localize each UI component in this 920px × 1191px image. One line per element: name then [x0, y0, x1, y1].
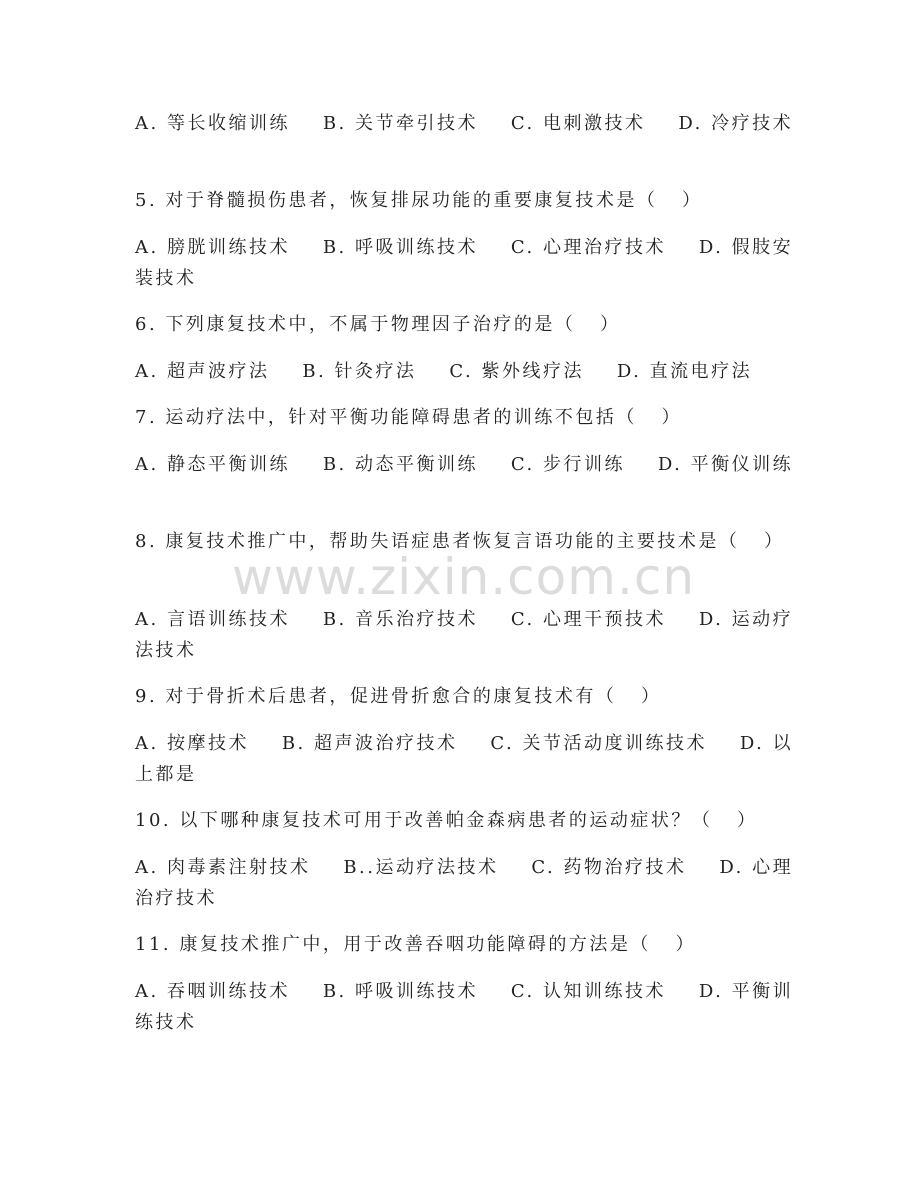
options-q4: A. 等长收缩训练 B. 关节牵引技术 C. 电刺激技术 D. 冷疗技术: [135, 113, 794, 134]
question-10: 10. 以下哪种康复技术可用于改善帕金森病患者的运动症状？（ ）: [135, 810, 758, 831]
options-q7: A. 静态平衡训练 B. 动态平衡训练 C. 步行训练 D. 平衡仪训练: [135, 454, 794, 475]
question-7: 7. 运动疗法中，针对平衡功能障碍患者的训练不包括（ ）: [135, 407, 683, 428]
options-q5: A. 膀胱训练技术 B. 呼吸训练技术 C. 心理治疗技术 D. 假肢安装技术: [135, 237, 794, 289]
options-q10: A. 肉毒素注射技术 B..运动疗法技术 C. 药物治疗技术 D. 心理治疗技术: [135, 857, 794, 909]
options-q6: A. 超声波疗法 B. 针灸疗法 C. 紫外线疗法 D. 直流电疗法: [135, 361, 753, 382]
question-9: 9. 对于骨折术后患者，促进骨折愈合的康复技术有（ ）: [135, 686, 662, 707]
question-5: 5. 对于脊髓损伤患者，恢复排尿功能的重要康复技术是（ ）: [135, 190, 703, 211]
options-q8: A. 言语训练技术 B. 音乐治疗技术 C. 心理干预技术 D. 运动疗法技术: [135, 609, 794, 661]
question-6: 6. 下列康复技术中，不属于物理因子治疗的是（ ）: [135, 314, 621, 335]
question-8: 8. 康复技术推广中，帮助失语症患者恢复言语功能的主要技术是（ ）: [135, 531, 785, 552]
options-q11: A. 吞咽训练技术 B. 呼吸训练技术 C. 认知训练技术 D. 平衡训练技术: [135, 981, 794, 1033]
question-11: 11. 康复技术推广中，用于改善吞咽功能障碍的方法是（ ）: [135, 934, 697, 955]
watermark: www.zixin.com.cn: [232, 548, 696, 606]
options-q9: A. 按摩技术 B. 超声波治疗技术 C. 关节活动度训练技术 D. 以上都是: [135, 733, 794, 785]
